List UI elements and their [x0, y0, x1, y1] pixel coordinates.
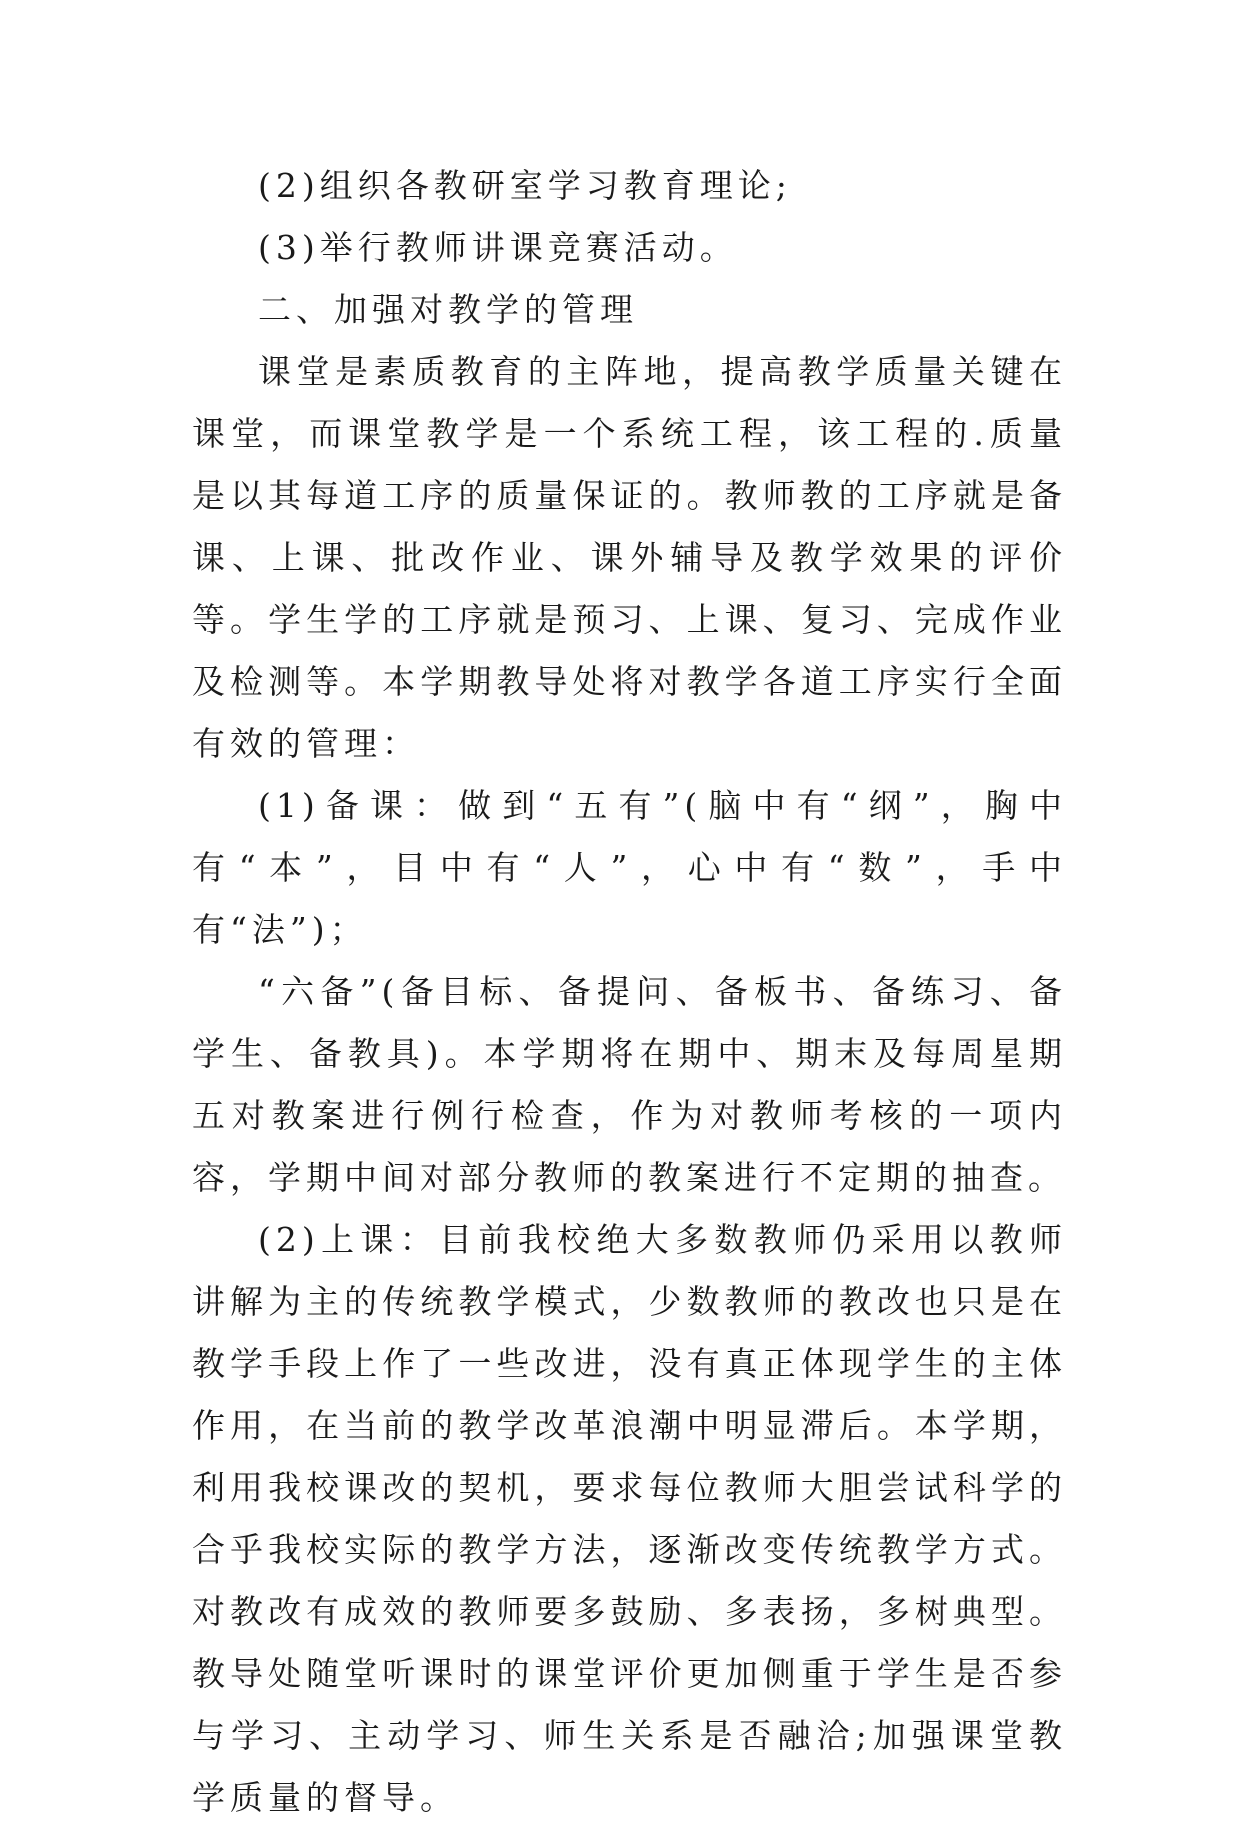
paragraph-4: (1)备课：做到“五有”(脑中有“纲”，胸中有“本”，目中有“人”，心中有“数”，手中有“法”)； [192, 786, 1067, 949]
paragraph-6: (2)上课：目前我校绝大多数教师仍采用以教师讲解为主的传统教学模式，少数教师的教改也只是在教学手段上作了一些改进，没有真正体现学生的主体作用，在当前的教学改革浪潮中明显滞后。本学期，利用我校课改的契机，要求每位教师大胆尝试科学的合乎我校实际的教学方法，逐渐改变传统教学方式。对教改有成效的教师要多鼓励、多表扬，多树典型。教导处随堂听课时的课堂评价更加侧重于学生是否参与学习、主动学习、师生关系是否融洽;加强课堂教学质量的督导。 [192, 1220, 1067, 1817]
paragraph-1: (2)组织各教研室学习教育理论; [258, 166, 792, 205]
paragraph-5: “六备”(备目标、备提问、备板书、备练习、备学生、备教具)。本学期将在期中、期末及每周星期五对教案进行例行检查，作为对教师考核的一项内容，学期中间对部分教师的教案进行不定期的抽查。 [192, 972, 1067, 1197]
document-body [192, 155, 1067, 1829]
section-heading: 二、加强对教学的管理 [258, 290, 638, 329]
paragraph-2: (3)举行教师讲课竞赛活动。 [258, 228, 738, 267]
paragraph-3: 课堂是素质教育的主阵地，提高教学质量关键在课堂，而课堂教学是一个系统工程，该工程的.质量是以其每道工序的质量保证的。教师教的工序就是备课、上课、批改作业、课外辅导及教学效果的评价等。学生学的工序就是预习、上课、复习、完成作业及检测等。本学期教导处将对教学各道工序实行全面有效的管理： [192, 352, 1067, 763]
